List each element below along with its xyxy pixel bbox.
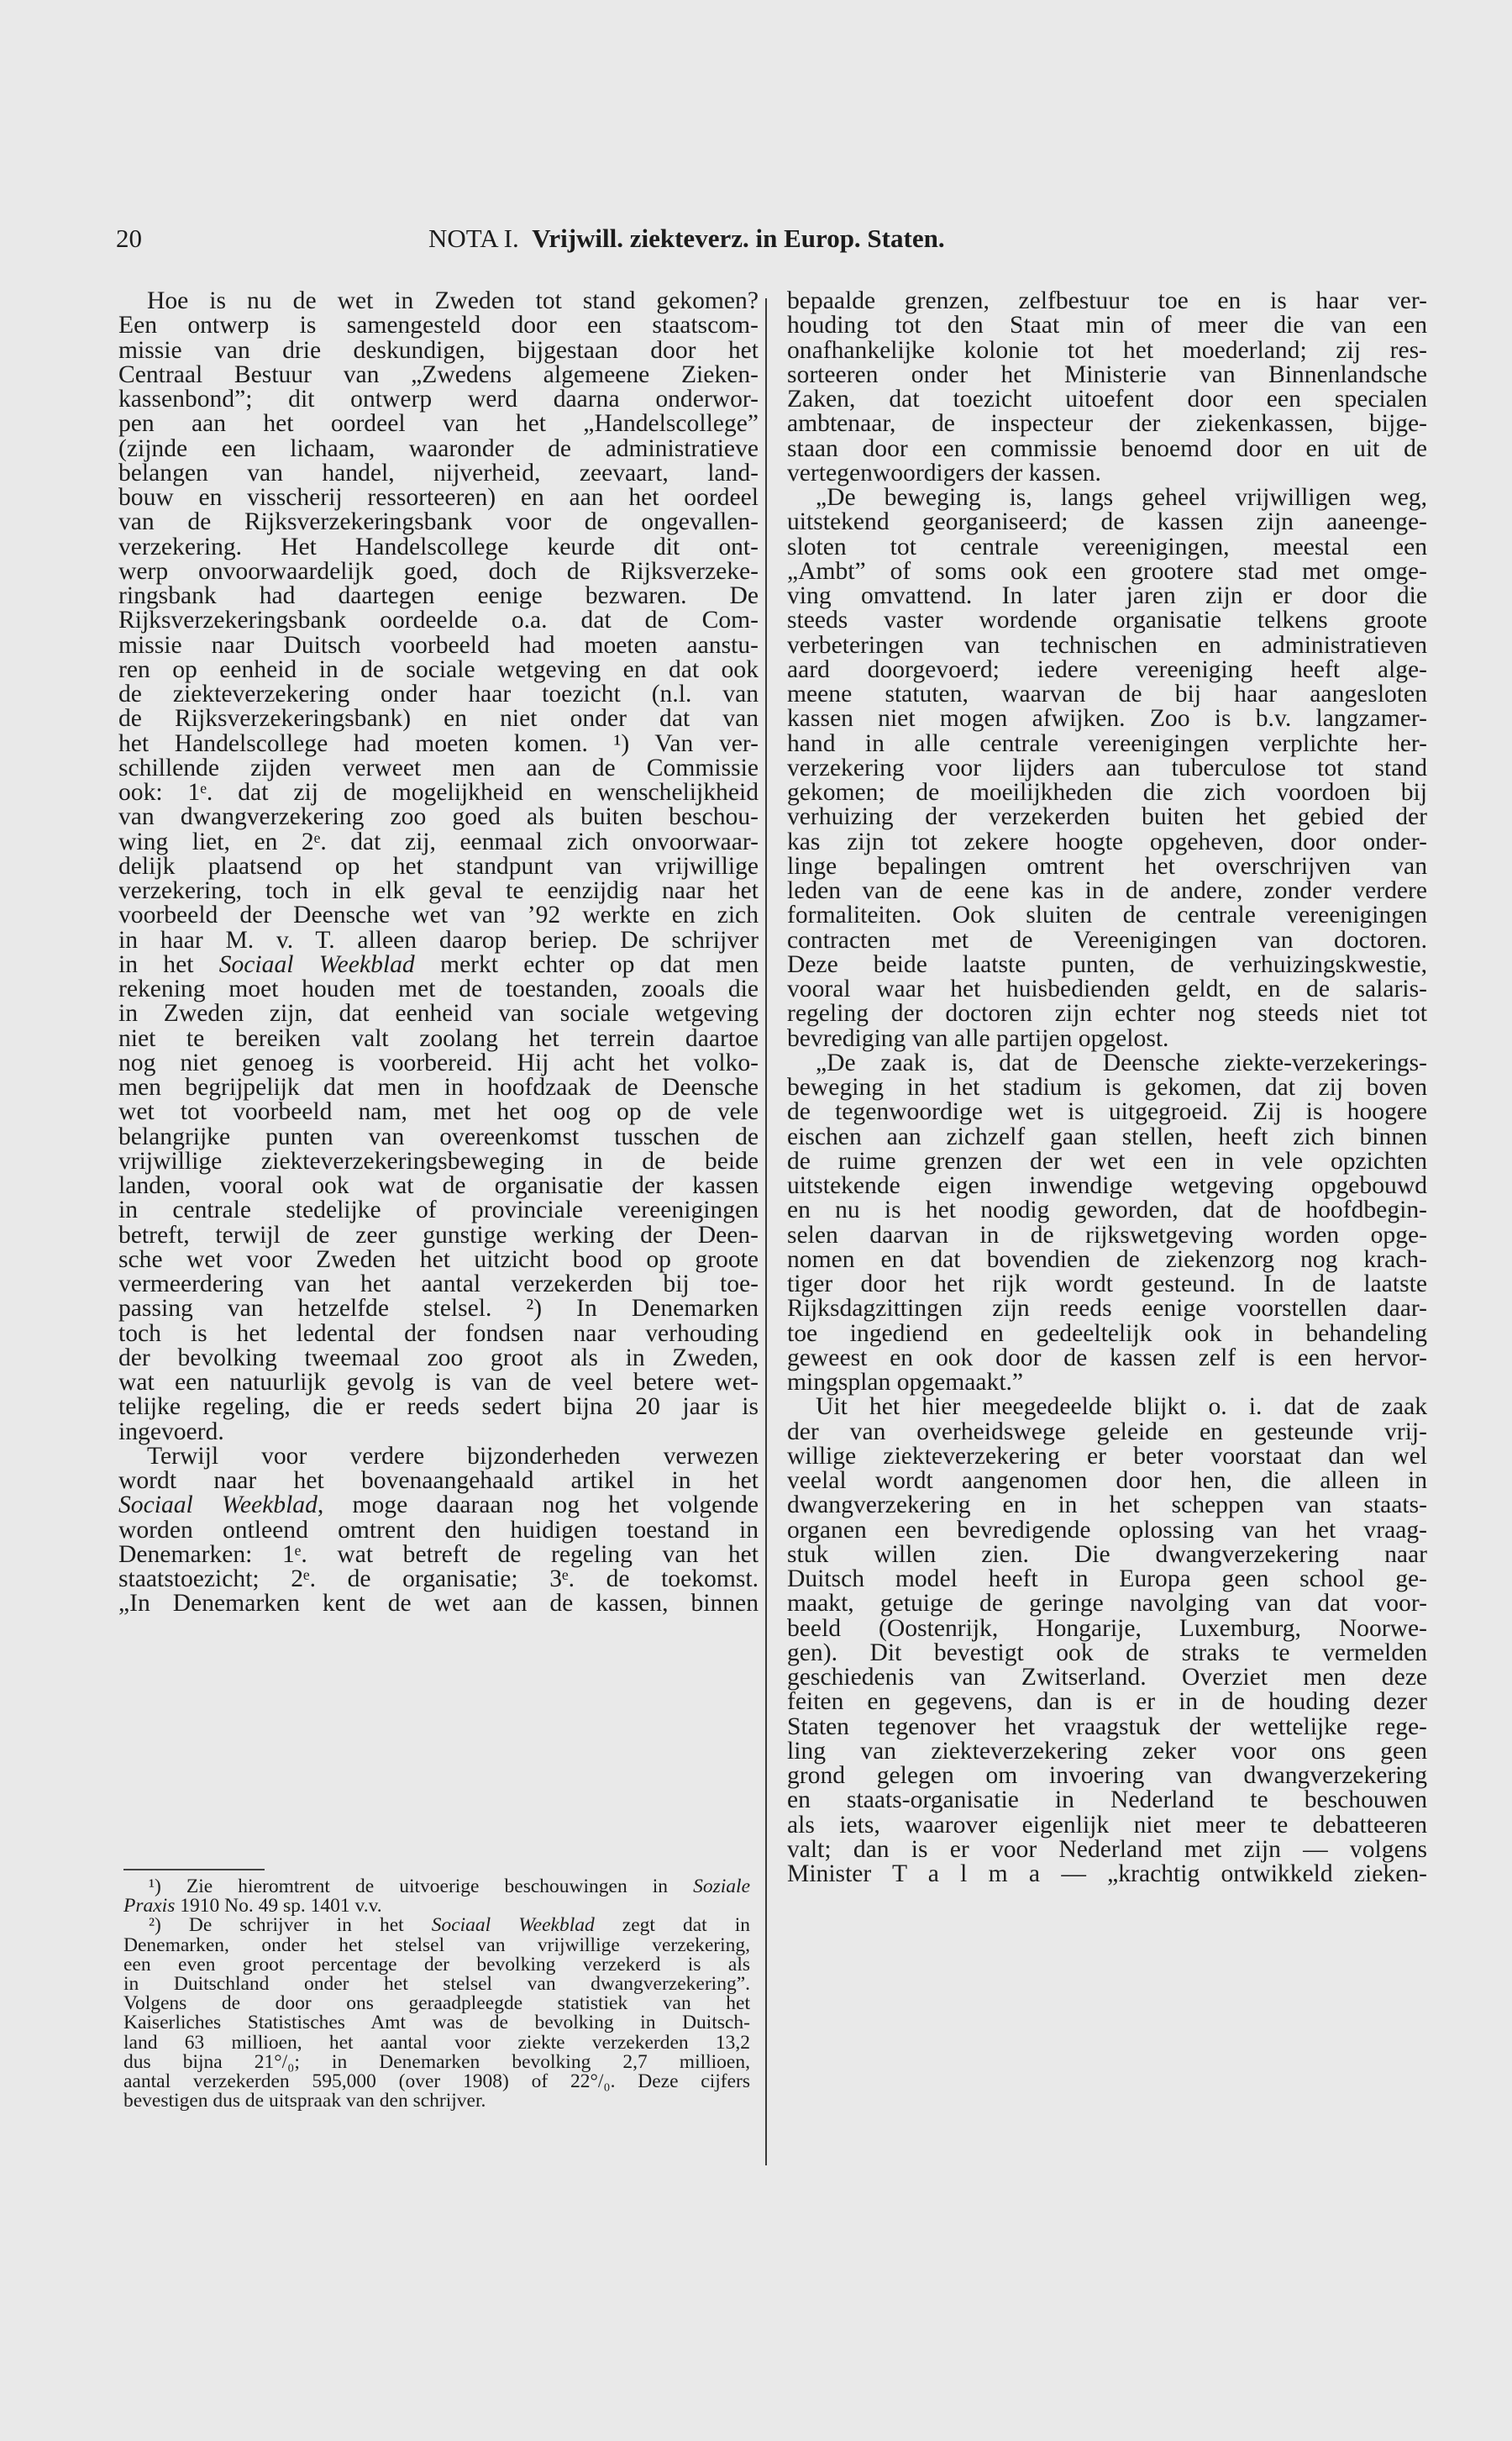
- line-text: sche wet voor Zweden het uitzicht bood op groote: [118, 1245, 759, 1273]
- page-number: 20: [116, 224, 142, 253]
- text-line: [787, 903, 1427, 928]
- text-line: [787, 1100, 1427, 1124]
- line-text: grond gelegen om invoering van dwangverzekering: [787, 1762, 1427, 1789]
- text-line: [787, 1862, 1427, 1886]
- text-line: [787, 1469, 1427, 1493]
- line-text: belangrijke punten van overeenkomst tusschen de: [118, 1123, 759, 1150]
- text-line: [118, 977, 759, 1002]
- line-text: bouw en visscherij ressorteeren) en aan het oordeel: [118, 484, 759, 511]
- line-text: voorbeeld der Deensche wet van ’92 werkte en zich: [118, 902, 759, 929]
- text-line: [787, 584, 1427, 608]
- line-text: nomen en dat bovendien de ziekenzorg nog krach-: [787, 1245, 1427, 1273]
- text-line: [787, 510, 1427, 534]
- text-line: [118, 781, 759, 805]
- text-line: [118, 535, 759, 560]
- line-text: toe ingediend en gedeeltelijk ook in behandeling: [787, 1319, 1427, 1347]
- text-line: [787, 926, 1427, 954]
- line-text: geweest en ook door de kassen zelf is een hervor-: [787, 1344, 1427, 1371]
- line-text: steeds vaster wordende organisatie telkens groote: [787, 607, 1427, 634]
- text-line: [118, 1469, 759, 1493]
- text-line: [118, 461, 759, 486]
- line-text: organen een bevredigende oplossing van het vraag-: [787, 1516, 1427, 1544]
- text-line: [787, 1641, 1427, 1665]
- line-text: ringsbank had daartegen eenige bezwaren. De: [118, 582, 759, 609]
- line-text: de Rijksverzekeringsbank) en niet onder dat van: [118, 705, 759, 733]
- text-line: [787, 608, 1427, 633]
- line-text: men begrijpelijk dat men in hoofdzaak de Deensche: [118, 1074, 759, 1101]
- footnote-line: [123, 1897, 750, 1916]
- line-text: Deze beide laatste punten, de verhuizingskwestie,: [787, 950, 1427, 978]
- text-line: [787, 1174, 1427, 1198]
- line-text: der bevolking tweemaal zoo groot als in Zweden,: [118, 1344, 759, 1371]
- text-line: [787, 1493, 1427, 1518]
- line-text: tiger door het rijk wordt gesteund. In de laatste: [787, 1270, 1427, 1297]
- text-line: [118, 1149, 759, 1174]
- text-line: [118, 1319, 759, 1347]
- text-line: [118, 1051, 759, 1076]
- text-line: [787, 1198, 1427, 1223]
- text-line: [118, 1591, 759, 1616]
- line-text: kassenbond”; dit ontwerp werd daarna onderwor-: [118, 386, 759, 413]
- line-text: beeld (Oostenrijk, Hongarije, Luxemburg, Noorwe-: [787, 1614, 1427, 1642]
- text-line: [787, 336, 1427, 364]
- text-line: [118, 608, 759, 633]
- line-text: van de Rijksverzekeringsbank voor de ongevallen-: [118, 508, 759, 536]
- line-text: 1910 No. 49 sp. 1401 v.v.: [175, 1895, 382, 1918]
- line-text: het Handelscollege had moeten komen. ¹) Van ver-: [118, 729, 759, 757]
- text-line: [118, 510, 759, 534]
- line-text: beweging in het stadium is gekomen, dat zij boven: [787, 1074, 1427, 1101]
- text-line: [787, 879, 1427, 903]
- line-text: in centrale stedelijke of provinciale vereenigingen: [118, 1197, 759, 1224]
- text-line: [787, 1297, 1427, 1321]
- line-text: Zaken, dat toezicht uitoefent door een specialen: [787, 386, 1427, 413]
- line-text: gekomen; de moeilijkheden die zich voordoen bij: [787, 779, 1427, 806]
- text-line: [787, 977, 1427, 1002]
- text-line: [118, 387, 759, 412]
- text-line: [118, 1297, 759, 1321]
- text-line: [787, 461, 1427, 486]
- line-text: in Zweden zijn, dat eenheid van sociale wetgeving: [118, 1000, 759, 1028]
- text-line: [787, 557, 1427, 585]
- line-text: vooral waar het huisbedienden geldt, en de salaris-: [787, 976, 1427, 1002]
- line-text: „De zaak is, dat de Deensche ziekte-verzekerings-: [816, 1049, 1427, 1076]
- line-text: ook: 1ᵉ. dat zij de mogelijkheid en wenschelijkheid: [118, 779, 759, 806]
- text-line: [787, 1051, 1427, 1076]
- line-text: , moge daaraan nog het volgende: [317, 1491, 759, 1519]
- line-text: niet te bereiken valt zoolang het terrein daartoe: [118, 1024, 759, 1052]
- line-text: aard doorgevoerd; iedere vereeniging heeft alge-: [787, 655, 1427, 683]
- line-text: Denemarken: 1ᵉ. wat betreft de regeling van het: [118, 1540, 759, 1568]
- line-text: geschiedenis van Zwitserland. Overziet men deze: [787, 1664, 1427, 1691]
- line-text: Hoe is nu de wet in Zweden tot stand gekomen?: [147, 287, 759, 314]
- footnote-line: [123, 1972, 750, 1995]
- text-line: [787, 1223, 1427, 1248]
- line-text: de tegenwoordige wet is uitgegroeid. Zij is hoogere: [787, 1098, 1427, 1126]
- line-text: ingevoerd.: [118, 1418, 224, 1445]
- text-line: [787, 852, 1427, 880]
- text-line: [787, 1764, 1427, 1788]
- line-text: uitstekende eigen inwendige wetgeving opgebouwd: [787, 1172, 1427, 1199]
- text-line: [787, 756, 1427, 781]
- line-text: staan door een commissie benoemd door en uit de: [787, 434, 1427, 462]
- footnote-line: [123, 1877, 750, 1897]
- text-line: [118, 805, 759, 829]
- text-line: [787, 434, 1427, 462]
- line-text: uitstekend georganiseerd; de kassen zijn aaneenge-: [787, 508, 1427, 536]
- italic-title: Sociaal Weekblad: [218, 950, 415, 978]
- line-text: passing van hetzelfde stelsel. ²) In Denemarken: [118, 1295, 759, 1323]
- text-line: [787, 313, 1427, 338]
- line-text: maakt, getuige de geringe navolging van dat voor-: [787, 1590, 1427, 1618]
- text-line: [787, 707, 1427, 731]
- line-text: meene statuten, waarvan de bij haar aangesloten: [787, 681, 1427, 708]
- right-column: [787, 289, 1427, 1886]
- line-text: ¹) Zie hieromtrent de uitvoerige beschouwingen in: [149, 1875, 694, 1897]
- column-divider: [765, 298, 767, 2165]
- footnote-line: [123, 2033, 750, 2053]
- line-text: formaliteiten. Ook sluiten de centrale vereenigingen: [787, 902, 1427, 929]
- text-line: [118, 1002, 759, 1026]
- line-text: Kaiserliches Statistisches Amt was de bevolking in Duitsch-: [123, 2012, 750, 2034]
- text-line: [787, 1370, 1427, 1395]
- line-text: betreft, terwijl de zeer gunstige werking der Deen-: [118, 1221, 759, 1249]
- text-line: [118, 756, 759, 781]
- text-line: [787, 1346, 1427, 1370]
- line-text: missie naar Duitsch voorbeeld had moeten aanstu-: [118, 631, 759, 659]
- line-text: Duitsch model heeft in Europa geen school ge-: [787, 1565, 1427, 1592]
- text-line: [787, 1540, 1427, 1568]
- line-text: Staten tegenover het vraagstuk der wettelijke rege-: [787, 1712, 1427, 1740]
- line-text: dwangverzekering en in het scheppen van staats-: [787, 1491, 1427, 1519]
- line-text: der van overheidswege geleide en gesteunde vrij-: [787, 1418, 1427, 1445]
- text-line: [787, 682, 1427, 707]
- line-text: vermeerdering van het aantal verzekerden bij toe-: [118, 1270, 759, 1297]
- line-text: verzekering voor lijders aan tuberculose tot stand: [787, 754, 1427, 781]
- text-line: [787, 1319, 1427, 1347]
- text-line: [787, 1614, 1427, 1642]
- line-text: contracten met de Vereenigingen van doctoren.: [787, 926, 1427, 954]
- text-line: [118, 1540, 759, 1568]
- text-line: [118, 1272, 759, 1297]
- text-line: [118, 1076, 759, 1100]
- text-line: [118, 1370, 759, 1395]
- line-text: Rijksverzekeringsbank oordeelde o.a. dat de Com-: [118, 607, 759, 634]
- line-text: wing liet, en 2ᵉ. dat zij, eenmaal zich onvoorwaar-: [118, 828, 759, 855]
- italic-title: Soziale: [693, 1875, 750, 1897]
- left-column: [118, 289, 759, 1617]
- text-line: [787, 1149, 1427, 1174]
- text-line: [787, 1690, 1427, 1714]
- line-text: nog niet genoeg is voorbereid. Hij acht het volko-: [118, 1049, 759, 1076]
- line-text: ambtenaar, de inspecteur der ziekenkassen, bijge-: [787, 410, 1427, 438]
- text-line: [787, 412, 1427, 436]
- line-text: gen). Dit bevestigt ook de straks te vermelden: [787, 1639, 1427, 1666]
- footnote-line: [123, 2072, 750, 2091]
- line-text: kassen niet mogen afwijken. Zoo is b.v. langzamer-: [787, 705, 1427, 733]
- text-line: [118, 1395, 759, 1419]
- text-line: [787, 535, 1427, 560]
- text-line: [118, 926, 759, 954]
- line-text: Terwijl voor verdere bijzonderheden verwezen: [147, 1442, 759, 1470]
- text-line: [787, 1076, 1427, 1100]
- text-line: [787, 655, 1427, 683]
- line-text: Minister T a l m a — „krachtig ontwikkeld zieken-: [787, 1860, 1427, 1887]
- text-line: [118, 1245, 759, 1273]
- text-line: [118, 289, 759, 313]
- line-text: mingsplan opgemaakt.”: [787, 1369, 1024, 1396]
- text-line: [118, 852, 759, 880]
- text-line: [118, 729, 759, 757]
- line-text: werp onvoorwaardelijk goed, doch de Rijksverzeke-: [118, 557, 759, 585]
- footnote-rule: [123, 1869, 265, 1870]
- line-text: houding tot den Staat min of meer die van een: [787, 312, 1427, 339]
- text-line: [787, 1591, 1427, 1616]
- line-text: Denemarken, onder het stelsel van vrijwillige verzekering,: [123, 1933, 750, 1956]
- line-text: regeling der doctoren zijn echter nog steeds niet tot: [787, 1000, 1427, 1028]
- text-line: [787, 387, 1427, 412]
- line-text: vertegenwoordigers der kassen.: [787, 459, 1101, 487]
- line-text: Centraal Bestuur van „Zwedens algemeene Zieken-: [118, 360, 759, 388]
- line-text: landen, vooral ook wat de organisatie der kassen: [118, 1172, 759, 1199]
- text-line: [787, 830, 1427, 855]
- footnote-line: [123, 1916, 750, 1935]
- line-text: bevestigen dus de uitspraak van den schrijver.: [123, 2090, 486, 2112]
- footnote-line: [123, 2050, 750, 2073]
- text-line: [118, 1346, 759, 1370]
- line-text: toch is het ledental der fondsen naar verhouding: [118, 1319, 759, 1347]
- line-text: belangen van handel, nijverheid, zeevaart, land-: [118, 459, 759, 487]
- italic-title: Praxis: [123, 1895, 176, 1918]
- line-text: rekening moet houden met de toestanden, zooals die: [118, 976, 759, 1002]
- line-text: verbeteringen van technischen en administratieven: [787, 631, 1427, 659]
- text-line: [787, 1245, 1427, 1273]
- text-line: [787, 486, 1427, 510]
- line-text: ving omvattend. In later jaren zijn er door die: [787, 582, 1427, 609]
- text-line: [118, 830, 759, 855]
- line-text: land 63 millioen, het aantal voor ziekte verzekerden 13,2: [123, 2031, 750, 2054]
- text-line: [787, 1420, 1427, 1444]
- text-line: [787, 1567, 1427, 1591]
- footnote-line: [123, 2091, 750, 2111]
- line-text: verzekering. Het Handelscollege keurde dit ont-: [118, 533, 759, 560]
- line-text: zegt dat in: [594, 1914, 750, 1937]
- text-line: [787, 1125, 1427, 1149]
- line-text: veelal wordt aangenomen door hen, die alleen in: [787, 1467, 1427, 1494]
- text-line: [118, 1100, 759, 1124]
- text-line: [787, 1712, 1427, 1740]
- text-line: [118, 1125, 759, 1149]
- text-line: [118, 950, 759, 978]
- line-text: verhuizing der verzekerden buiten het gebied der: [787, 803, 1427, 831]
- text-line: [118, 1198, 759, 1223]
- text-line: [118, 655, 759, 683]
- line-text: wordt naar het bovenaangehaald artikel in het: [118, 1467, 759, 1494]
- line-text: leden van de eene kas in de andere, zonder verdere: [787, 877, 1427, 904]
- line-text: de ruime grenzen der wet een in vele opzichten: [787, 1147, 1427, 1175]
- footnote-line: [123, 2013, 750, 2033]
- text-line: [118, 584, 759, 608]
- text-line: [787, 805, 1427, 829]
- footnote-line: [123, 1933, 750, 1956]
- line-text: stuk willen zien. Die dwangverzekering naar: [787, 1540, 1427, 1568]
- line-text: dus bijna 21°/₀; in Denemarken bevolking 2,7 millioen,: [123, 2050, 750, 2073]
- line-text: sorteeren onder het Ministerie van Binnenlandsche: [787, 360, 1427, 388]
- footnote-line: [123, 1994, 750, 2013]
- line-text: feiten en gegevens, dan is er in de houding dezer: [787, 1688, 1427, 1716]
- text-line: [118, 879, 759, 903]
- line-text: schillende zijden verweet men aan de Commissie: [118, 754, 759, 781]
- line-text: bevrediging van alle partijen opgelost.: [787, 1024, 1169, 1052]
- line-text: verzekering, toch in elk geval te eenzijdig naar het: [118, 877, 759, 904]
- line-text: (zijnde een lichaam, waaronder de administratieve: [118, 434, 759, 462]
- text-line: [787, 1739, 1427, 1764]
- text-line: [118, 1223, 759, 1248]
- line-text: linge bepalingen omtrent het overschrijven van: [787, 852, 1427, 880]
- line-text: onafhankelijke kolonie tot het moederland; zij res-: [787, 336, 1427, 364]
- line-text: merkt echter op dat men: [414, 950, 759, 978]
- text-line: [118, 1493, 759, 1518]
- line-text: willige ziekteverzekering er beter voorstaat dan wel: [787, 1442, 1427, 1470]
- line-text: worden ontleend omtrent den huidigen toestand in: [118, 1516, 759, 1544]
- line-text: staatstoezicht; 2ᵉ. de organisatie; 3ᵉ. de toekomst.: [118, 1565, 759, 1592]
- text-line: [787, 360, 1427, 388]
- text-line: [118, 434, 759, 462]
- text-line: [118, 1420, 759, 1444]
- text-line: [118, 903, 759, 928]
- text-line: [787, 1002, 1427, 1026]
- text-line: [787, 1813, 1427, 1838]
- line-text: telijke regeling, die er reeds sedert bijna 20 jaar is: [118, 1393, 759, 1421]
- line-text: kas zijn tot zekere hoogte opgeheven, door onder-: [787, 828, 1427, 855]
- text-line: [118, 631, 759, 659]
- text-line: [118, 1518, 759, 1543]
- text-line: [787, 781, 1427, 805]
- text-line: [787, 1518, 1427, 1543]
- line-text: „De beweging is, langs geheel vrijwilligen weg,: [816, 484, 1427, 511]
- text-line: [118, 707, 759, 731]
- line-text: wat een natuurlijk gevolg is van de veel betere wet-: [118, 1369, 759, 1396]
- footnote-line: [123, 1955, 750, 1975]
- text-line: [118, 360, 759, 388]
- line-text: vrijwillige ziekteverzekeringsbeweging in de beide: [118, 1147, 759, 1175]
- text-line: [787, 1835, 1427, 1863]
- footnotes: [123, 1877, 750, 2111]
- text-line: [118, 1174, 759, 1198]
- text-line: [118, 557, 759, 585]
- text-line: [787, 631, 1427, 659]
- line-text: Rijksdagzittingen zijn reeds eenige voorstellen daar-: [787, 1295, 1427, 1323]
- text-line: [787, 289, 1427, 313]
- line-text: hand in alle centrale vereenigingen verplichte her-: [787, 729, 1427, 757]
- line-text: de ziekteverzekering onder haar toezicht (n.l. van: [118, 681, 759, 708]
- text-line: [118, 1024, 759, 1052]
- line-text: selen daarvan in de rijkswetgeving worden opge-: [787, 1221, 1427, 1249]
- text-line: [118, 682, 759, 707]
- running-head-title: Vrijwill. ziekteverz. in Europ. Staten.: [532, 224, 945, 253]
- line-text: een even groot percentage der bevolking verzekerd is als: [123, 1953, 750, 1975]
- line-text: Uit het hier meegedeelde blijkt o. i. dat de zaak: [816, 1393, 1427, 1421]
- text-line: [787, 1395, 1427, 1419]
- text-line: [787, 1024, 1427, 1052]
- line-text: „Ambt” of soms ook een grootere stad met omge-: [787, 557, 1427, 585]
- line-text: in Duitschland onder het stelsel van dwangverzekering”.: [123, 1972, 750, 1995]
- text-line: [118, 336, 759, 364]
- line-text: sloten tot centrale vereenigingen, meestal een: [787, 533, 1427, 560]
- text-line: [118, 412, 759, 436]
- line-text: Een ontwerp is samengesteld door een staatscom-: [118, 312, 759, 339]
- line-text: „In Denemarken kent de wet aan de kassen, binnen: [118, 1590, 759, 1618]
- line-text: ²) De schrijver in het: [149, 1914, 432, 1937]
- line-text: in haar M. v. T. alleen daarop beriep. De schrijver: [118, 926, 759, 954]
- line-text: bepaalde grenzen, zelfbestuur toe en is haar ver-: [787, 287, 1427, 314]
- italic-title: Sociaal Weekblad: [118, 1491, 318, 1519]
- text-line: [787, 1444, 1427, 1469]
- text-line: [787, 1272, 1427, 1297]
- text-line: [118, 1567, 759, 1591]
- line-text: van dwangverzekering zoo goed als buiten beschou-: [118, 803, 759, 831]
- line-text: missie van drie deskundigen, bijgestaan door het: [118, 336, 759, 364]
- line-text: en nu is het noodig geworden, dat de hoofdbegin-: [787, 1197, 1427, 1224]
- text-line: [118, 486, 759, 510]
- line-text: aantal verzekerden 595,000 (over 1908) of 22°/₀. Deze cijfers: [123, 2070, 750, 2092]
- line-text: in het: [118, 950, 219, 978]
- line-text: pen aan het oordeel van het „Handelscollege”: [118, 410, 759, 438]
- line-text: als iets, waarover eigenlijk niet meer te debatteeren: [787, 1811, 1427, 1839]
- running-head: [428, 224, 945, 254]
- line-text: ren op eenheid in de sociale wetgeving en dat ook: [118, 655, 759, 683]
- running-head-label: NOTA I.: [428, 224, 519, 253]
- line-text: eischen aan zichzelf gaan stellen, heeft zich binnen: [787, 1123, 1427, 1150]
- text-line: [118, 1444, 759, 1469]
- italic-title: Sociaal Weekblad: [431, 1914, 595, 1937]
- text-line: [787, 1665, 1427, 1690]
- text-line: [787, 950, 1427, 978]
- line-text: delijk plaatsend op het standpunt van vrijwillige: [118, 852, 759, 880]
- line-text: valt; dan is er voor Nederland met zijn — volgens: [787, 1835, 1427, 1863]
- line-text: en staats-organisatie in Nederland te beschouwen: [787, 1786, 1427, 1814]
- text-line: [118, 313, 759, 338]
- line-text: ling van ziekteverzekering zeker voor ons geen: [787, 1737, 1427, 1765]
- line-text: wet tot voorbeeld nam, met het oog op de vele: [118, 1098, 759, 1126]
- text-line: [787, 729, 1427, 757]
- line-text: Volgens de door ons geraadpleegde statistiek van het: [123, 1992, 750, 2015]
- text-line: [787, 1788, 1427, 1812]
